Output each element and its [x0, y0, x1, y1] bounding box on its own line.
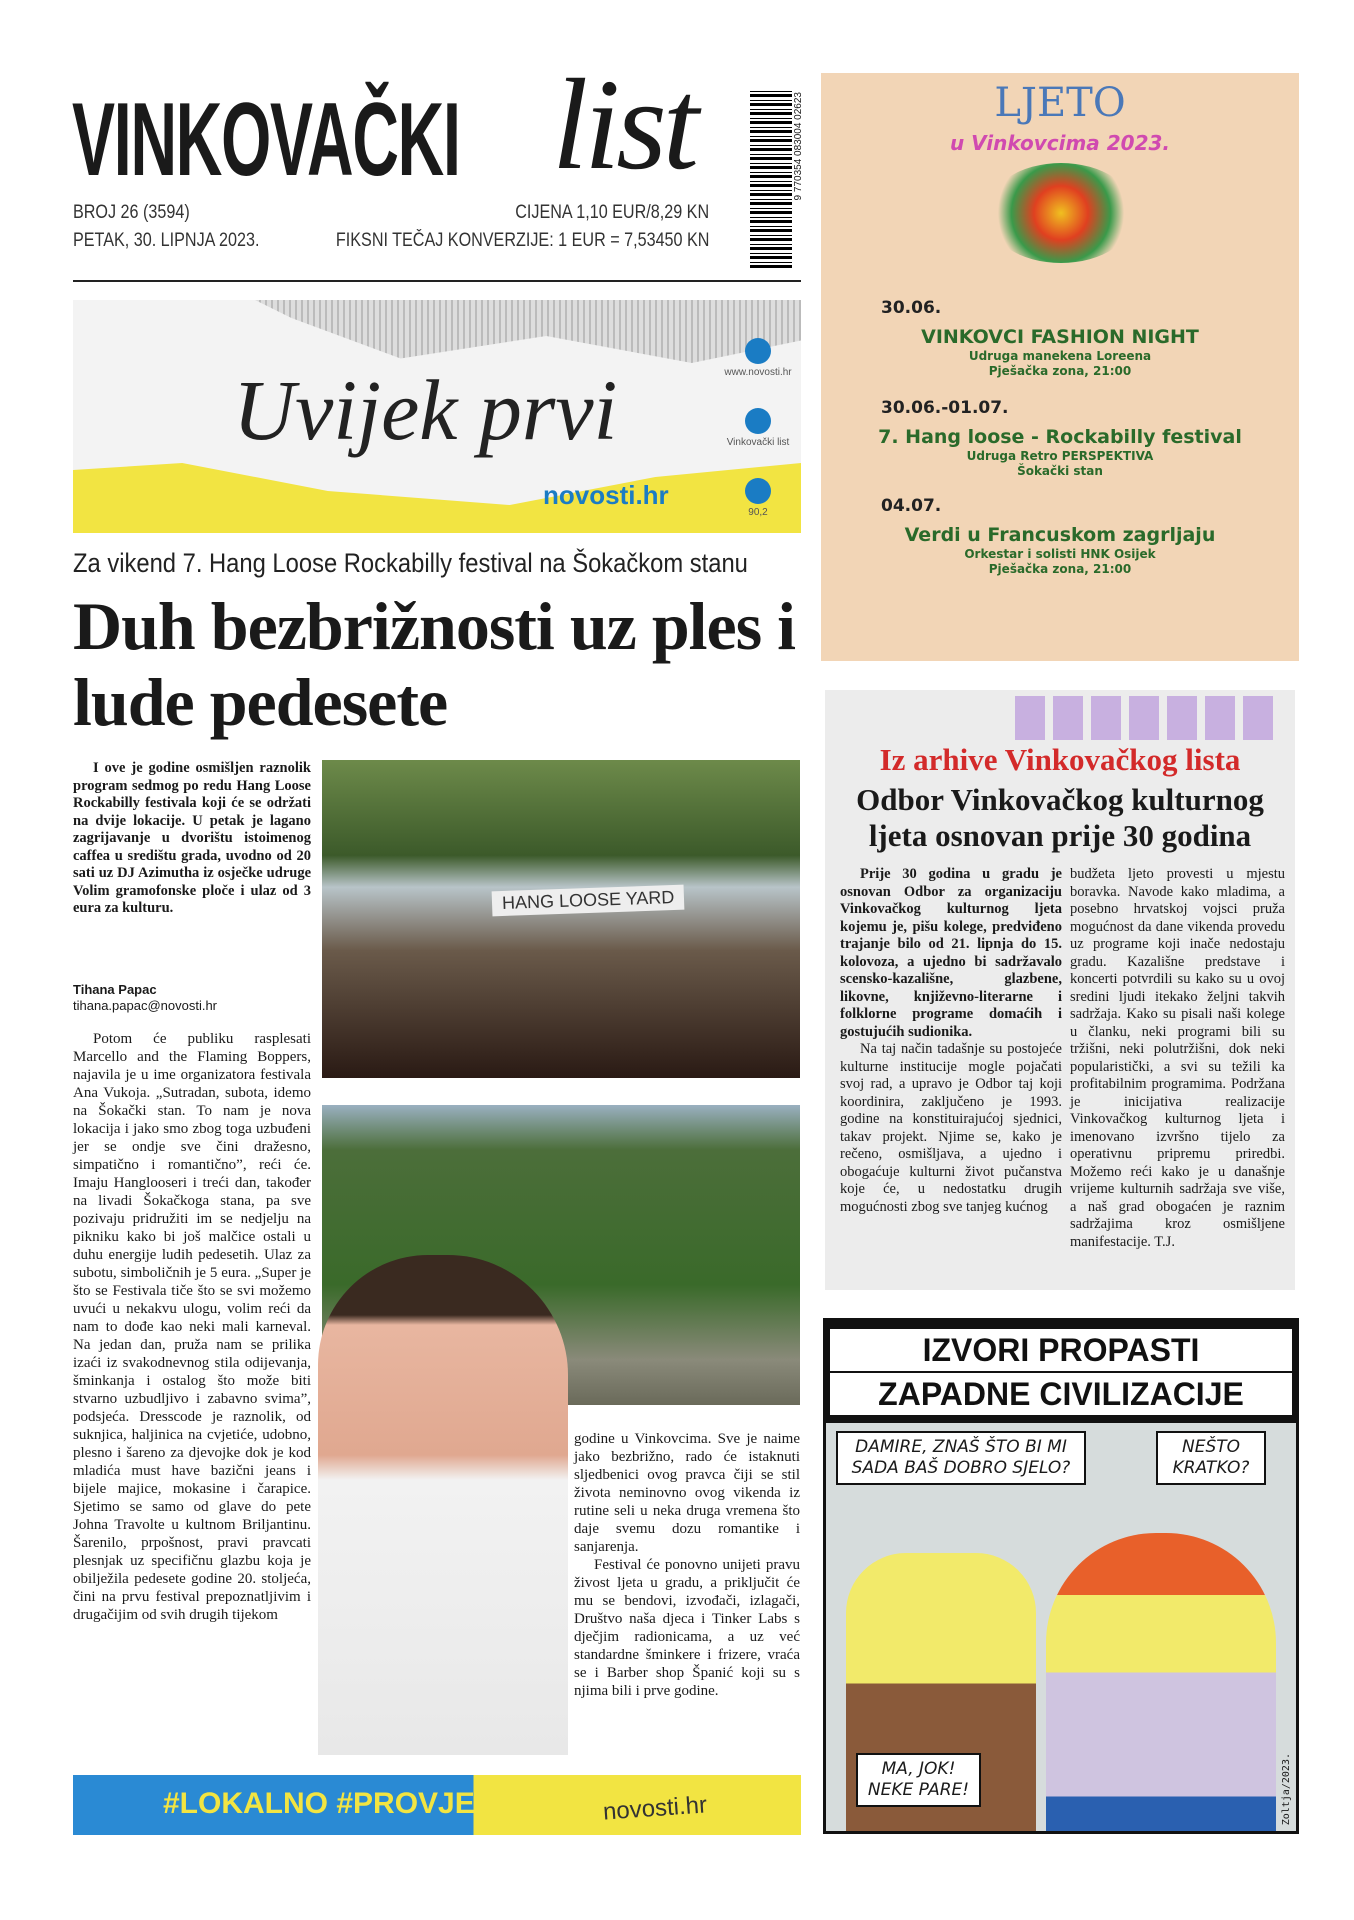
banner-site: novosti.hr: [602, 1791, 708, 1826]
summer-events-poster: [821, 73, 1299, 661]
bottom-banner[interactable]: [73, 1775, 801, 1835]
article-body-col1: Potom će publiku rasplesati Marcello and the Flaming Boppers, najavila je u ime organizatora festivala Ana Vukoja. „Sutradan, subota, idemo na Šokački stan. To nam je nova lokacija i jako smo zbog toga uzbuđeni jer se ondje sve čini dražesno, simpatično i romantično”, reći će. Imaju Hanglooseri i treći dan, također na livadi Šokačkoga stana, pa sve pozivaju pridružiti im se nedjelju na pikniku kako bi još malčice ostali u duhu energije ludih pedesetih. Ulaz za subotu, simboličnih je 5 eura. „Super je što se Festivala tiče što se svi možemo uvući u nekakvu ulogu, volim reći da nam to dođe kao neki mali karneval. Na jedan dan, pruža nam se prilika izaći iz svakodnevnog stila odijevanja, šminkanja i ostalog što može biti stvarno uzbudljivo i zabavno svima”, podsjeća. Dresscode je raznolik, od suknjica, haljinica na cvjetiće, udobno, plesno i šareno za djevojke dok je kod mladića must have bazični jeans i bijele majice, mokasine i čarapice. Sjetimo se samo od glave do pete Johna Travolte u kultnom Briljantinu. Šarenilo, prpošnost, pravi pravcati plesnjak uz specifičnu glazbu koja je obilježila pedesete godine 20. stoljeća, čini na prvu festival prepoznatljivim i drugačijim od svih drugih tijekom: [73, 1031, 311, 1623]
author-email[interactable]: tihana.papac@novosti.hr: [73, 998, 218, 1013]
comic-signature: Zoltja/2023.: [1281, 1752, 1292, 1825]
article-kicker: Za vikend 7. Hang Loose Rockabilly festival na Šokačkom stanu: [73, 548, 748, 578]
poster-logo: LJETO: [994, 80, 1126, 126]
ad-link-radio: 90,2: [721, 478, 795, 518]
ad-banner-novosti[interactable]: [73, 300, 801, 533]
masthead-title: VINKOVAČKI: [72, 82, 460, 198]
article-lead: I ove je godine osmišljen raznolik program sedmog po redu Hang Loose Rockabilly festivala koji će se održati na dvije lokacije. U petak je lagano zagrijavanje u dvorištu istoimenog caffea u središtu grada, uvodno od 20 sati uz DJ Azimutha iz osječke udruge Volim gramofonske ploče i ulaz od 3 eura za kulturu.: [73, 760, 311, 916]
barcode: [750, 88, 792, 268]
event-item: Verdi u Francuskom zagrljaju Orkestar i solisti HNK Osijek Pješačka zona, 21:00: [904, 524, 1216, 576]
event-date: 30.06.-01.07.: [881, 398, 1009, 418]
newspaper-icon: [745, 408, 771, 434]
price: CIJENA 1,10 EUR/8,29 KN: [515, 202, 709, 223]
character-redhead: [1046, 1533, 1276, 1834]
event-date: 04.07.: [881, 496, 942, 516]
archive-box: [825, 690, 1295, 1290]
ad-site: novosti.hr: [543, 480, 669, 510]
byline: [73, 982, 217, 1014]
barcode-number: 9 770354 083004 02623: [793, 92, 804, 201]
photo-festival-yard: [322, 760, 800, 1078]
archive-kicker: Iz arhive Vinkovačkog lista: [879, 742, 1241, 777]
speech-bubble: DAMIRE, ZNAŠ ŠTO BI MI SADA BAŠ DOBRO SJELO?: [836, 1431, 1086, 1485]
masthead-divider: [73, 280, 801, 282]
photo-sign: HANG LOOSE YARD: [492, 885, 685, 917]
archive-background-graphic: [1015, 696, 1275, 740]
banner-hashtags: #LOKALNO #PROVJERENO: [163, 1787, 562, 1820]
ad-link-paper: Vinkovački list: [721, 408, 795, 448]
monitor-icon: [745, 338, 771, 364]
conversion-rate: FIKSNI TEČAJ KONVERZIJE: 1 EUR = 7,53450 KN: [335, 230, 709, 251]
yellow-wave: [73, 463, 801, 533]
comic-panel: [826, 1423, 1296, 1833]
archive-headline: Odbor Vinkovačkog kulturnog ljeta osnovan prije 30 godina: [856, 782, 1264, 853]
comic-strip: [823, 1318, 1299, 1834]
event-item: 7. Hang loose - Rockabilly festival Udruga Retro PERSPEKTIVA Šokački stan: [878, 426, 1242, 478]
ad-slogan: Uvijek prvi: [233, 362, 618, 458]
poster-logo-sub: u Vinkovcima 2023.: [949, 131, 1171, 155]
masthead-script: list: [552, 53, 695, 197]
archive-col2: budžeta ljeto provesti u mjestu boravka. Navode kako mladima, a posebno hrvatskoj vojsci pruža mogućnost da dane vikenda provedu uz programe koji inače nedostaju gradu. Kazališne predstave i koncerti potvrdili su kako su u ovoj sredini ljudi itekako željni takvih sadržaja. Kako su pisali naši kolege u članku, neki programi bili su tržišni, neki polutržišni, dok neki popularistički, a svi su težili ka profitabilnim programima. Podržana je inicijativa realizacije Vinkovačkog kulturnog ljeta i imenovano izvršno tijelo za operativnu pripremu priredbi. Možemo reći kako je u današnje vrijeme kulturnih sadržaja sve više, a naš grad obogaćen je raznim sadržajima kroz osmišljene manifestacije. T.J.: [1070, 866, 1285, 1250]
author-name: Tihana Papac: [73, 982, 157, 997]
comic-title: IZVORI PROPASTI ZAPADNE CIVILIZACIJE: [826, 1321, 1296, 1423]
radio-icon: [745, 478, 771, 504]
event-date: 30.06.: [881, 298, 942, 318]
event-item: VINKOVCI FASHION NIGHT Udruga manekena Loreena Pješačka zona, 21:00: [921, 326, 1199, 378]
issue-date: PETAK, 30. LIPNJA 2023.: [73, 230, 260, 251]
photo-rockabilly-man: [318, 1255, 568, 1755]
article-headline: Duh bezbrižnosti uz ples i lude pedesete: [73, 588, 796, 740]
archive-col1: Prije 30 godina u gradu je osnovan Odbor za organizaciju Vinkovačkog kulturnog ljeta kojemu je, pišu kolege, predviđeno trajanje bilo od 21. lipnja do 15. kolovoza, a ujedno bi sadržavalo scensko-kazališne, glazbene, likovne, književno-literarne i folklorne programe domaćih i gostujućih sudionika. Na taj način tadašnje su postojeće kulturne institucije mogle pojačati svoj rad, a upravo je Odbor taj koji koordinira, zaključeno je 1993. godine na konstituirajućoj sjednici, takav projekt. Njime se, kako je rečeno, osmišljava, a ujedno i obogaćuje kulturni život pučanstva koje će, u nedostatku drugih mogućnosti zbog sve tanjeg kućnog: [840, 866, 1062, 1215]
speech-bubble: MA, JOK! NEKE PARE!: [856, 1753, 981, 1807]
beach-illustration: [986, 163, 1136, 263]
speech-bubble: NEŠTO KRATKO?: [1156, 1431, 1266, 1485]
ad-link-web: www.novosti.hr: [721, 338, 795, 378]
issue-number: BROJ 26 (3594): [73, 202, 190, 223]
article-body-col2: godine u Vinkovcima. Sve je naime jako bezbrižno, rado će istaknuti sljedbenici ovog pravca čiji se stil života neminovno ovog vikenda iz rutine seli u neka druga vremena što daje svemu dozu romantike i sanjarenja. Festival će ponovno unijeti pravu živost ljeta u gradu, a priključit će mu se bendovi, izvođači, izlagači, Društvo naša djeca i Tinker Labs s dječjim radionicama, a uz već standardne šminkere i frizere, vraća se i Barber shop Španić koji su s njima bili i prve godine.: [574, 1431, 800, 1699]
